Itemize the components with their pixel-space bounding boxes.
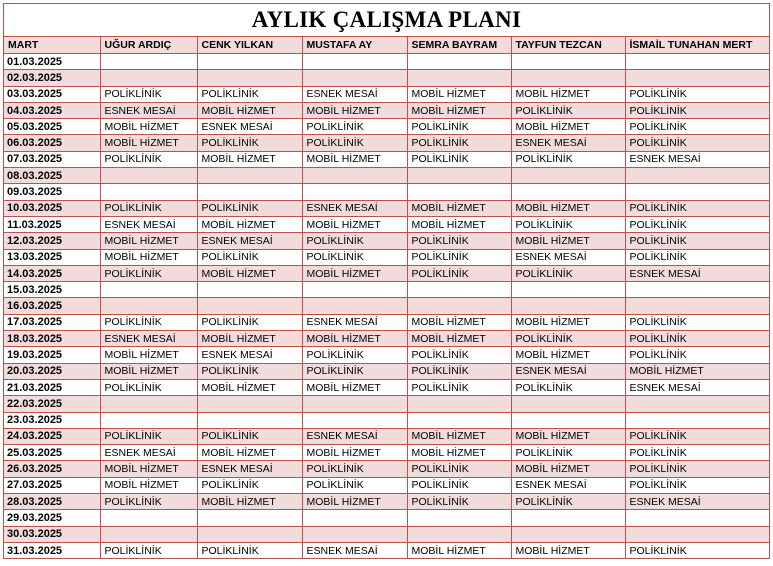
shift-cell: ESNEK MESAİ (625, 379, 769, 395)
staff-header: TAYFUN TEZCAN (511, 37, 625, 54)
shift-cell (100, 510, 197, 526)
shift-cell (197, 526, 302, 542)
shift-cell (100, 184, 197, 200)
shift-cell: POLİKLİNİK (100, 151, 197, 167)
shift-cell (511, 54, 625, 70)
table-row (4, 331, 769, 347)
shift-cell (511, 412, 625, 428)
shift-cell (511, 510, 625, 526)
shift-cell: ESNEK MESAİ (511, 363, 625, 379)
shift-cell: POLİKLİNİK (302, 135, 407, 151)
shift-cell: POLİKLİNİK (625, 119, 769, 135)
table-row (4, 363, 769, 379)
date-cell: 21.03.2025 (4, 379, 100, 395)
date-cell: 18.03.2025 (4, 331, 100, 347)
shift-cell: MOBİL HİZMET (302, 151, 407, 167)
shift-cell: POLİKLİNİK (302, 233, 407, 249)
shift-cell: POLİKLİNİK (302, 249, 407, 265)
shift-cell: POLİKLİNİK (100, 265, 197, 281)
table-row (4, 445, 769, 461)
table-row (4, 526, 769, 542)
shift-cell: MOBİL HİZMET (511, 542, 625, 558)
table-row (4, 428, 769, 444)
shift-cell: POLİKLİNİK (625, 102, 769, 118)
schedule-table (4, 37, 769, 558)
shift-cell: POLİKLİNİK (511, 216, 625, 232)
shift-cell (302, 298, 407, 314)
shift-cell: MOBİL HİZMET (511, 347, 625, 363)
date-cell: 13.03.2025 (4, 249, 100, 265)
shift-cell: POLİKLİNİK (625, 445, 769, 461)
table-row (4, 379, 769, 395)
shift-cell (625, 412, 769, 428)
table-row (4, 396, 769, 412)
table-row (4, 54, 769, 70)
shift-cell: ESNEK MESAİ (197, 347, 302, 363)
shift-cell: POLİKLİNİK (407, 461, 511, 477)
shift-cell: ESNEK MESAİ (511, 249, 625, 265)
shift-cell: POLİKLİNİK (407, 233, 511, 249)
date-cell: 15.03.2025 (4, 282, 100, 298)
shift-cell (302, 54, 407, 70)
shift-cell (197, 412, 302, 428)
shift-cell: MOBİL HİZMET (100, 363, 197, 379)
shift-cell: MOBİL HİZMET (100, 119, 197, 135)
shift-cell (197, 70, 302, 86)
shift-cell: MOBİL HİZMET (197, 216, 302, 232)
shift-cell: MOBİL HİZMET (100, 461, 197, 477)
table-row (4, 265, 769, 281)
shift-cell (100, 526, 197, 542)
shift-cell (511, 526, 625, 542)
shift-cell: POLİKLİNİK (407, 135, 511, 151)
table-row (4, 135, 769, 151)
shift-cell: POLİKLİNİK (407, 151, 511, 167)
shift-cell: POLİKLİNİK (197, 428, 302, 444)
shift-cell (407, 526, 511, 542)
date-cell: 02.03.2025 (4, 70, 100, 86)
shift-cell (407, 184, 511, 200)
shift-cell: POLİKLİNİK (197, 86, 302, 102)
shift-cell: MOBİL HİZMET (302, 445, 407, 461)
shift-cell (100, 298, 197, 314)
shift-cell: POLİKLİNİK (625, 249, 769, 265)
shift-cell: POLİKLİNİK (625, 331, 769, 347)
shift-cell: POLİKLİNİK (197, 200, 302, 216)
shift-cell: MOBİL HİZMET (407, 86, 511, 102)
shift-cell: ESNEK MESAİ (100, 102, 197, 118)
shift-cell: ESNEK MESAİ (100, 445, 197, 461)
shift-cell (407, 510, 511, 526)
shift-cell: POLİKLİNİK (197, 314, 302, 330)
shift-cell (511, 396, 625, 412)
shift-cell: ESNEK MESAİ (302, 200, 407, 216)
date-cell: 16.03.2025 (4, 298, 100, 314)
shift-cell (625, 54, 769, 70)
header-row (4, 37, 769, 54)
shift-cell (197, 54, 302, 70)
shift-cell: MOBİL HİZMET (511, 200, 625, 216)
shift-cell: POLİKLİNİK (302, 119, 407, 135)
shift-cell: POLİKLİNİK (407, 379, 511, 395)
date-cell: 26.03.2025 (4, 461, 100, 477)
staff-header: SEMRA BAYRAM (407, 37, 511, 54)
shift-cell: POLİKLİNİK (100, 200, 197, 216)
shift-cell: MOBİL HİZMET (407, 428, 511, 444)
staff-header: UĞUR ARDIÇ (100, 37, 197, 54)
shift-cell: MOBİL HİZMET (407, 216, 511, 232)
shift-cell: MOBİL HİZMET (407, 331, 511, 347)
shift-cell (197, 282, 302, 298)
shift-cell: MOBİL HİZMET (302, 216, 407, 232)
shift-cell: POLİKLİNİK (407, 363, 511, 379)
shift-cell (625, 282, 769, 298)
table-row (4, 461, 769, 477)
shift-cell: ESNEK MESAİ (302, 542, 407, 558)
date-cell: 17.03.2025 (4, 314, 100, 330)
shift-cell: POLİKLİNİK (197, 363, 302, 379)
shift-cell: POLİKLİNİK (511, 494, 625, 510)
shift-cell: MOBİL HİZMET (100, 477, 197, 493)
table-row (4, 200, 769, 216)
shift-cell (625, 70, 769, 86)
shift-cell: MOBİL HİZMET (511, 461, 625, 477)
shift-cell: ESNEK MESAİ (100, 216, 197, 232)
shift-cell: MOBİL HİZMET (511, 86, 625, 102)
shift-cell: MOBİL HİZMET (511, 428, 625, 444)
shift-cell: POLİKLİNİK (511, 445, 625, 461)
shift-cell (100, 168, 197, 184)
date-cell: 09.03.2025 (4, 184, 100, 200)
schedule-rows (4, 54, 769, 559)
shift-cell (625, 510, 769, 526)
date-cell: 01.03.2025 (4, 54, 100, 70)
shift-cell: ESNEK MESAİ (511, 135, 625, 151)
shift-cell: POLİKLİNİK (100, 379, 197, 395)
shift-cell (625, 168, 769, 184)
date-cell: 19.03.2025 (4, 347, 100, 363)
date-cell: 12.03.2025 (4, 233, 100, 249)
date-cell: 20.03.2025 (4, 363, 100, 379)
shift-cell: MOBİL HİZMET (625, 363, 769, 379)
shift-cell: MOBİL HİZMET (302, 379, 407, 395)
shift-cell (511, 168, 625, 184)
shift-cell: POLİKLİNİK (100, 86, 197, 102)
shift-cell (302, 396, 407, 412)
shift-cell: POLİKLİNİK (511, 265, 625, 281)
date-cell: 08.03.2025 (4, 168, 100, 184)
shift-cell (407, 54, 511, 70)
shift-cell (625, 396, 769, 412)
shift-cell (197, 298, 302, 314)
shift-cell (407, 168, 511, 184)
shift-cell: POLİKLİNİK (511, 102, 625, 118)
table-row (4, 119, 769, 135)
table-row (4, 233, 769, 249)
shift-cell: MOBİL HİZMET (407, 445, 511, 461)
table-row (4, 477, 769, 493)
table-row (4, 216, 769, 232)
shift-cell: MOBİL HİZMET (302, 102, 407, 118)
shift-cell: POLİKLİNİK (511, 379, 625, 395)
shift-cell: MOBİL HİZMET (407, 314, 511, 330)
shift-cell (197, 510, 302, 526)
shift-cell: MOBİL HİZMET (100, 135, 197, 151)
date-cell: 24.03.2025 (4, 428, 100, 444)
shift-cell: ESNEK MESAİ (625, 265, 769, 281)
shift-cell: POLİKLİNİK (302, 461, 407, 477)
shift-cell: POLİKLİNİK (100, 314, 197, 330)
date-cell: 14.03.2025 (4, 265, 100, 281)
shift-cell: POLİKLİNİK (302, 347, 407, 363)
shift-cell: POLİKLİNİK (100, 428, 197, 444)
shift-cell: MOBİL HİZMET (407, 200, 511, 216)
shift-cell (511, 282, 625, 298)
shift-cell: POLİKLİNİK (625, 542, 769, 558)
date-cell: 23.03.2025 (4, 412, 100, 428)
date-cell: 29.03.2025 (4, 510, 100, 526)
shift-cell: MOBİL HİZMET (407, 102, 511, 118)
shift-cell: POLİKLİNİK (625, 314, 769, 330)
shift-cell (302, 412, 407, 428)
shift-cell: POLİKLİNİK (625, 216, 769, 232)
table-row (4, 282, 769, 298)
shift-cell: POLİKLİNİK (100, 494, 197, 510)
date-cell: 05.03.2025 (4, 119, 100, 135)
table-row (4, 314, 769, 330)
staff-header: MUSTAFA AY (302, 37, 407, 54)
shift-cell: POLİKLİNİK (511, 331, 625, 347)
shift-cell: MOBİL HİZMET (197, 379, 302, 395)
shift-cell: POLİKLİNİK (407, 494, 511, 510)
date-cell: 30.03.2025 (4, 526, 100, 542)
table-row (4, 151, 769, 167)
date-cell: 07.03.2025 (4, 151, 100, 167)
shift-cell (407, 298, 511, 314)
shift-cell (302, 282, 407, 298)
shift-cell: POLİKLİNİK (197, 249, 302, 265)
shift-cell: ESNEK MESAİ (302, 86, 407, 102)
shift-cell: POLİKLİNİK (302, 363, 407, 379)
shift-cell: POLİKLİNİK (625, 200, 769, 216)
shift-cell: MOBİL HİZMET (407, 542, 511, 558)
shift-cell: POLİKLİNİK (407, 347, 511, 363)
date-cell: 03.03.2025 (4, 86, 100, 102)
shift-cell: MOBİL HİZMET (100, 249, 197, 265)
table-row (4, 184, 769, 200)
date-cell: 28.03.2025 (4, 494, 100, 510)
shift-cell: MOBİL HİZMET (302, 265, 407, 281)
shift-cell: POLİKLİNİK (625, 135, 769, 151)
shift-cell (625, 526, 769, 542)
date-cell: 27.03.2025 (4, 477, 100, 493)
shift-cell: POLİKLİNİK (407, 249, 511, 265)
table-row (4, 494, 769, 510)
shift-cell: POLİKLİNİK (625, 86, 769, 102)
table-row (4, 542, 769, 558)
shift-cell: POLİKLİNİK (197, 542, 302, 558)
shift-cell: POLİKLİNİK (625, 461, 769, 477)
shift-cell: POLİKLİNİK (625, 347, 769, 363)
date-cell: 25.03.2025 (4, 445, 100, 461)
shift-cell (407, 70, 511, 86)
shift-cell: MOBİL HİZMET (302, 494, 407, 510)
shift-cell: MOBİL HİZMET (511, 233, 625, 249)
shift-cell: MOBİL HİZMET (197, 102, 302, 118)
date-cell: 11.03.2025 (4, 216, 100, 232)
shift-cell: MOBİL HİZMET (100, 347, 197, 363)
shift-cell: MOBİL HİZMET (197, 265, 302, 281)
schedule-sheet (3, 3, 770, 559)
shift-cell: ESNEK MESAİ (302, 314, 407, 330)
shift-cell (511, 184, 625, 200)
shift-cell (197, 396, 302, 412)
shift-cell (407, 412, 511, 428)
shift-cell: ESNEK MESAİ (511, 477, 625, 493)
table-row (4, 168, 769, 184)
shift-cell (197, 168, 302, 184)
shift-cell: ESNEK MESAİ (197, 233, 302, 249)
shift-cell (100, 396, 197, 412)
date-cell: 06.03.2025 (4, 135, 100, 151)
table-row (4, 86, 769, 102)
shift-cell (511, 70, 625, 86)
shift-cell: POLİKLİNİK (100, 542, 197, 558)
shift-cell (302, 510, 407, 526)
shift-cell (511, 298, 625, 314)
shift-cell: POLİKLİNİK (625, 477, 769, 493)
staff-header: İSMAİL TUNAHAN MERT (625, 37, 769, 54)
shift-cell (100, 54, 197, 70)
shift-cell (100, 282, 197, 298)
shift-cell: MOBİL HİZMET (197, 331, 302, 347)
shift-cell (625, 184, 769, 200)
table-row (4, 249, 769, 265)
date-cell: 04.03.2025 (4, 102, 100, 118)
staff-header: CENK YILKAN (197, 37, 302, 54)
date-cell: 22.03.2025 (4, 396, 100, 412)
shift-cell: POLİKLİNİK (407, 477, 511, 493)
shift-cell: ESNEK MESAİ (100, 331, 197, 347)
date-cell: 31.03.2025 (4, 542, 100, 558)
page-title: AYLIK ÇALIŞMA PLANI (4, 4, 769, 37)
shift-cell (100, 70, 197, 86)
table-row (4, 298, 769, 314)
shift-cell: POLİKLİNİK (407, 265, 511, 281)
shift-cell: POLİKLİNİK (302, 477, 407, 493)
table-row (4, 102, 769, 118)
shift-cell (302, 168, 407, 184)
shift-cell: ESNEK MESAİ (302, 428, 407, 444)
shift-cell: MOBİL HİZMET (100, 233, 197, 249)
shift-cell: POLİKLİNİK (197, 477, 302, 493)
shift-cell: MOBİL HİZMET (511, 314, 625, 330)
shift-cell (625, 298, 769, 314)
shift-cell: POLİKLİNİK (625, 233, 769, 249)
table-row (4, 347, 769, 363)
table-row (4, 412, 769, 428)
shift-cell: MOBİL HİZMET (302, 331, 407, 347)
shift-cell: MOBİL HİZMET (197, 151, 302, 167)
shift-cell (407, 282, 511, 298)
shift-cell (302, 70, 407, 86)
shift-cell (197, 184, 302, 200)
shift-cell: ESNEK MESAİ (197, 119, 302, 135)
table-row (4, 510, 769, 526)
shift-cell: MOBİL HİZMET (197, 494, 302, 510)
shift-cell: POLİKLİNİK (511, 151, 625, 167)
shift-cell (302, 526, 407, 542)
shift-cell (407, 396, 511, 412)
table-row (4, 70, 769, 86)
shift-cell: POLİKLİNİK (407, 119, 511, 135)
shift-cell (302, 184, 407, 200)
shift-cell: MOBİL HİZMET (511, 119, 625, 135)
shift-cell: ESNEK MESAİ (625, 494, 769, 510)
month-header: MART (4, 37, 100, 54)
shift-cell (100, 412, 197, 428)
shift-cell: MOBİL HİZMET (197, 445, 302, 461)
shift-cell: ESNEK MESAİ (625, 151, 769, 167)
date-cell: 10.03.2025 (4, 200, 100, 216)
shift-cell: POLİKLİNİK (197, 135, 302, 151)
shift-cell: ESNEK MESAİ (197, 461, 302, 477)
shift-cell: POLİKLİNİK (625, 428, 769, 444)
